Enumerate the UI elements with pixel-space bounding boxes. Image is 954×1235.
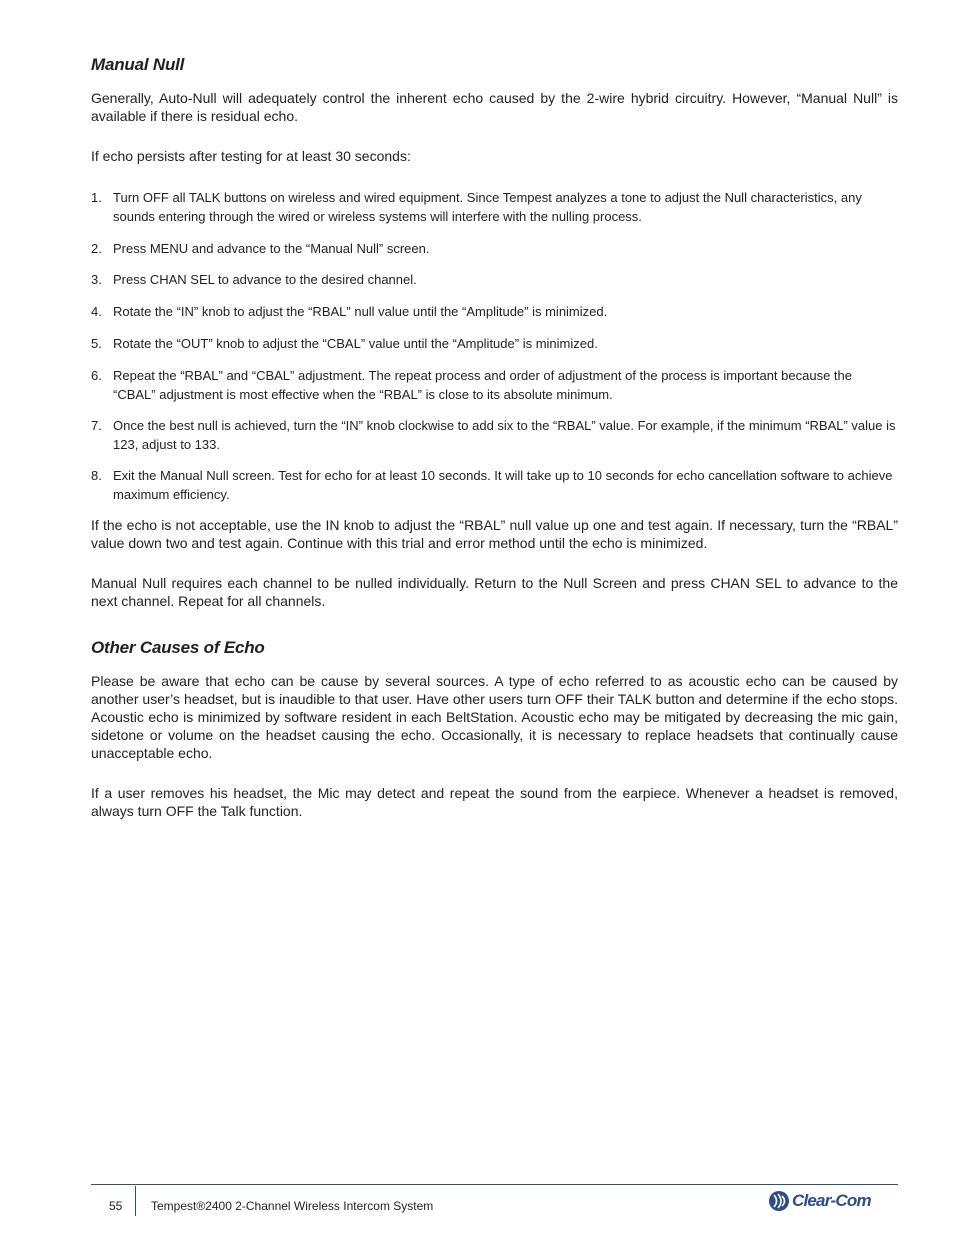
list-item	[91, 239, 898, 258]
list-number: 3.	[91, 272, 102, 287]
footer-rule	[91, 1184, 898, 1185]
list-number: 4.	[91, 304, 102, 319]
list-item	[91, 366, 898, 404]
list-item	[91, 188, 898, 226]
list-text: Press CHAN SEL to advance to the desired channel.	[113, 272, 417, 287]
footer-divider	[135, 1186, 136, 1216]
list-item	[91, 334, 898, 353]
logo-wordmark: Clear-Com	[792, 1191, 871, 1210]
document-title: Tempest®2400 2-Channel Wireless Intercom System	[151, 1199, 434, 1213]
list-number: 6.	[91, 368, 102, 383]
list-text: Rotate the “OUT” knob to adjust the “CBAL” value until the “Amplitude” is minimized.	[113, 336, 598, 351]
paragraph-each-channel: Manual Null requires each channel to be nulled individually. Return to the Null Screen and press CHAN SEL to advance to the next channel. Repeat for all channels.	[91, 575, 898, 609]
list-text: Turn OFF all TALK buttons on wireless and wired equipment. Since Tempest analyzes a tone to adjust the Null characteristics, any sounds entering through the wired or wireless systems will interfere with the nulling process.	[113, 190, 862, 224]
paragraph-intro: Generally, Auto-Null will adequately control the inherent echo caused by the 2-wire hybrid circuitry. However, “Manual Null” is available if there is residual echo.	[91, 90, 898, 124]
paragraph-echo-persists: If echo persists after testing for at least 30 seconds:	[91, 148, 411, 164]
list-number: 8.	[91, 468, 102, 483]
list-item	[91, 416, 898, 454]
list-item	[91, 302, 898, 321]
heading-manual-null: Manual Null	[91, 55, 185, 74]
list-text: Once the best null is achieved, turn the “IN” knob clockwise to add six to the “RBAL” value. For example, if the minimum “RBAL” value is 123, adjust to 133.	[113, 418, 896, 452]
list-number: 5.	[91, 336, 102, 351]
page-number: 55	[109, 1199, 123, 1213]
paragraph-acoustic-echo: Please be aware that echo can be cause by several sources. A type of echo referred to as acoustic echo can be caused by another user’s headset, but is inaudible to that user. Have other users turn OFF their TALK button and determine if the echo stops. Acoustic echo is minimized by software resident in each BeltStation. Acoustic echo may be mitigated by decreasing the mic gain, sidetone or volume on the headset causing the echo. Occasionally, it is necessary to replace headsets that continually cause unacceptable echo.	[91, 673, 898, 761]
list-number: 1.	[91, 190, 102, 205]
heading-other-causes: Other Causes of Echo	[91, 638, 265, 657]
list-text: Repeat the “RBAL” and “CBAL” adjustment. The repeat process and order of adjustment of the process is important because the “CBAL” adjustment is most effective when the “RBAL” is close to its absolute minimum.	[113, 368, 852, 402]
list-text: Press MENU and advance to the “Manual Null” screen.	[113, 241, 430, 256]
list-number: 2.	[91, 241, 102, 256]
paragraph-not-acceptable: If the echo is not acceptable, use the IN knob to adjust the “RBAL” null value up one and test again. If necessary, turn the “RBAL” value down two and test again. Continue with this trial and error method until the echo is minimized.	[91, 517, 898, 551]
list-item	[91, 466, 898, 504]
list-number: 7.	[91, 418, 102, 433]
list-item	[91, 270, 898, 289]
list-text: Rotate the “IN” knob to adjust the “RBAL” null value until the “Amplitude” is minimized.	[113, 304, 608, 319]
logo-mark-icon	[768, 1190, 790, 1212]
clear-com-logo	[768, 1190, 874, 1214]
list-text: Exit the Manual Null screen. Test for echo for at least 10 seconds. It will take up to 10 seconds for echo cancellation software to achieve maximum efficiency.	[113, 468, 893, 502]
paragraph-headset-removed: If a user removes his headset, the Mic may detect and repeat the sound from the earpiece. Whenever a headset is removed, always turn OFF the Talk function.	[91, 785, 898, 819]
